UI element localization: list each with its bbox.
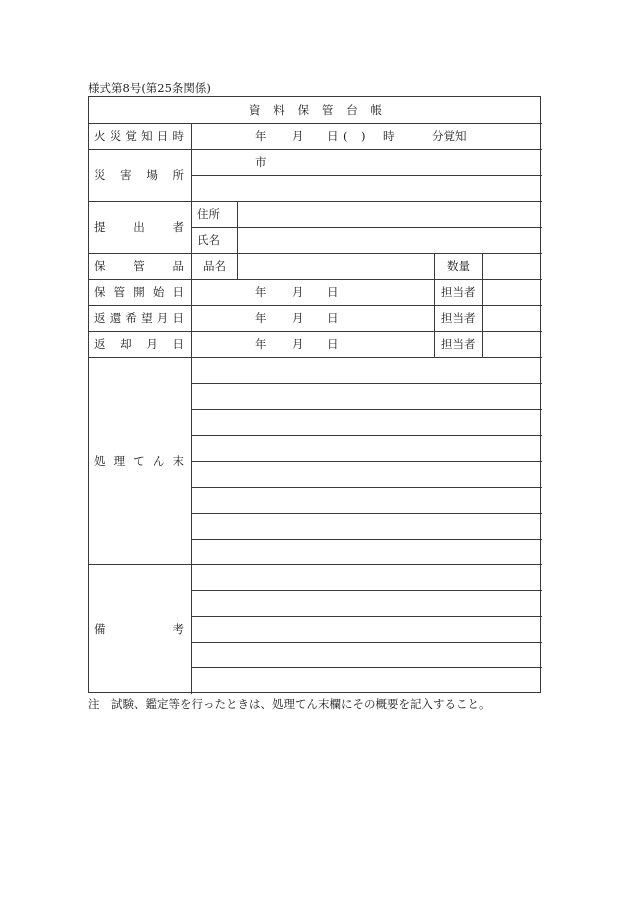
day-unit: 日 — [327, 311, 339, 325]
title-char: 帳 — [370, 103, 382, 117]
label-column-divider — [191, 123, 192, 694]
row-divider — [89, 253, 542, 254]
name-label: 氏名 — [197, 233, 220, 247]
ledger-title — [249, 103, 382, 117]
remarks-label: 備 考 — [94, 622, 184, 636]
weekday-paren-close: ) — [361, 129, 366, 143]
remarks-line — [191, 590, 542, 591]
staff-label: 担当者 — [441, 285, 476, 299]
material-storage-ledger-form — [88, 96, 541, 693]
quantity-label: 数量 — [447, 259, 470, 273]
storage-start-date-label: 保 管 開 始 日 — [94, 285, 184, 299]
stored-item-label: 保 管 品 — [94, 259, 184, 273]
disposition-line — [191, 383, 542, 384]
title-char: 保 — [297, 103, 310, 117]
remarks-line — [191, 667, 542, 668]
city-unit: 市 — [255, 155, 267, 169]
row-divider — [191, 227, 542, 228]
row-divider — [89, 564, 542, 565]
remarks-line — [191, 616, 542, 617]
row-divider — [89, 357, 542, 358]
day-unit: 日 — [327, 129, 339, 143]
hour-unit: 時 — [383, 129, 395, 143]
desired-return-date-label: 返 還 希 望 月 日 — [94, 311, 184, 325]
disposition-line — [191, 435, 542, 436]
disposition-line — [191, 487, 542, 488]
row-divider — [89, 201, 542, 202]
year-unit: 年 — [255, 285, 267, 299]
title-char: 資 — [249, 103, 261, 117]
year-unit: 年 — [255, 311, 267, 325]
row-divider — [89, 123, 542, 124]
year-unit: 年 — [255, 129, 267, 143]
submitter-label: 提 出 者 — [94, 220, 184, 234]
year-unit: 年 — [255, 337, 267, 351]
item-name-label: 品名 — [203, 259, 226, 273]
month-unit: 月 — [292, 311, 304, 325]
disaster-location-label: 災 害 場 所 — [94, 168, 184, 182]
day-unit: 日 — [327, 285, 339, 299]
row-divider — [89, 331, 542, 332]
form-number-label: 様式第8号(第25条関係) — [88, 81, 211, 95]
disposition-label: 処 理 て ん 末 — [94, 454, 184, 468]
title-char: 台 — [346, 103, 358, 117]
staff-label: 担当者 — [441, 311, 476, 325]
month-unit: 月 — [292, 285, 304, 299]
quantity-staff-divider — [434, 253, 435, 357]
fire-discovery-datetime-label: 火 災 覚 知 日 時 — [94, 129, 184, 143]
disposition-line — [191, 513, 542, 514]
row-divider — [191, 175, 542, 176]
row-divider — [89, 149, 542, 150]
footnote: 注 試験、鑑定等を行ったときは、処理てん末欄にその概要を記入すること。 — [88, 697, 491, 711]
row-divider — [89, 305, 542, 306]
month-unit: 月 — [292, 129, 304, 143]
weekday-paren-open: ( — [343, 129, 348, 143]
month-unit: 月 — [292, 337, 304, 351]
day-unit: 日 — [327, 337, 339, 351]
minute-discovery-unit: 分覚知 — [432, 129, 467, 143]
disposition-line — [191, 461, 542, 462]
address-label: 住所 — [197, 207, 220, 221]
row-divider — [89, 279, 542, 280]
remarks-line — [191, 642, 542, 643]
quantity-staff-value-divider — [482, 253, 483, 357]
disposition-line — [191, 409, 542, 410]
title-char: 料 — [273, 103, 285, 117]
staff-label: 担当者 — [441, 337, 476, 351]
title-char: 管 — [321, 103, 334, 117]
submitter-subcolumn-divider — [237, 201, 238, 279]
returned-date-label: 返 却 月 日 — [94, 337, 184, 351]
disposition-line — [191, 539, 542, 540]
